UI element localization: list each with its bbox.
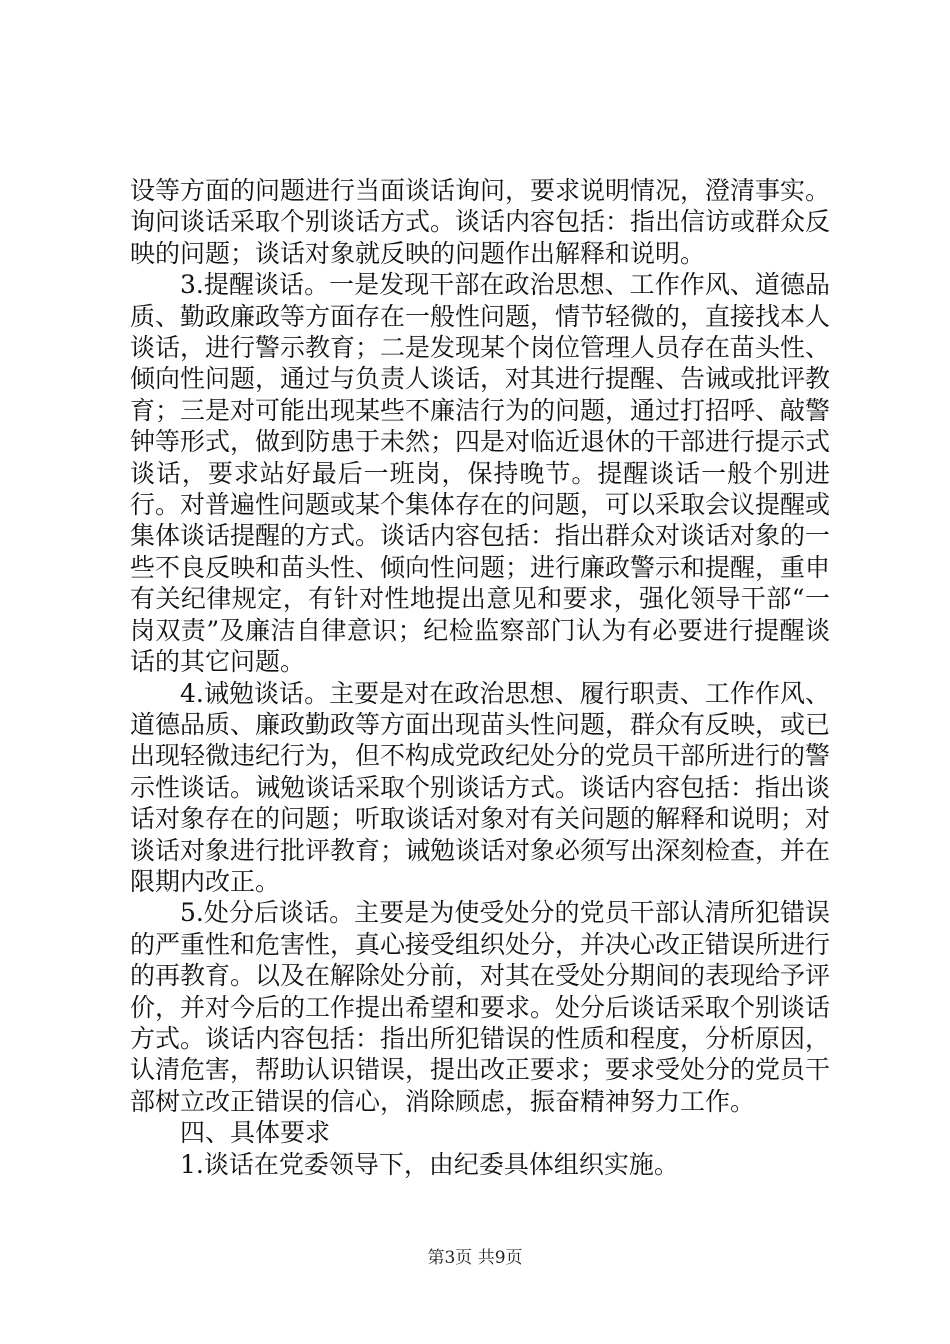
page-footer: 第3页 共9页 <box>427 1248 523 1268</box>
paragraph-requirement-1: 1.谈话在党委领导下，由纪委具体组织实施。 <box>180 1149 679 1179</box>
paragraph-reminder-talk: 3.提醒谈话。一是发现干部在政治思想、工作作风、道德品质、勤政廉政等方面存在一般性问题，情节轻微的，直接找本人谈话，进行警示教育；二是发现某个岗位管理人员存在苗头性、倾向性问题，通过与负责人谈话，对其进行提醒、告诫或批评教育；三是对可能出现某些不廉洁行为的问题，通过打招呼、敲警钟等形式，做到防患于未然；四是对临近退休的干部进行提示式谈话，要求站好最后一班岗，保持晚节。提醒谈话一般个别进行。对普遍性问题或某个集体存在的问题，可以采取会议提醒或集体谈话提醒的方式。谈话内容包括：指出群众对谈话对象的一些不良反映和苗头性、倾向性问题；进行廉政警示和提醒，重申有关纪律规定，有针对性地提出意见和要求，强化领导干部“一岗双责”及廉洁自律意识；纪检监察部门认为有必要进行提醒谈话的其它问题。 <box>130 270 831 677</box>
document-body <box>130 175 830 1180</box>
paragraph-inquiry-continuation: 设等方面的问题进行当面谈话询问，要求说明情况，澄清事实。询问谈话采取个别谈话方式。谈话内容包括：指出信访或群众反映的问题；谈话对象就反映的问题作出解释和说明。 <box>130 176 831 268</box>
paragraph-admonition-talk: 4.诫勉谈话。主要是对在政治思想、履行职责、工作作风、道德品质、廉政勤政等方面出现苗头性问题，群众有反映，或已出现轻微违纪行为，但不构成党政纪处分的党员干部所进行的警示性谈话。诫勉谈话采取个别谈话方式。谈话内容包括：指出谈话对象存在的问题；听取谈话对象对有关问题的解释和说明；对谈话对象进行批评教育；诫勉谈话对象必须写出深刻检查，并在限期内改正。 <box>130 678 831 896</box>
paragraph-post-discipline-talk: 5.处分后谈话。主要是为使受处分的党员干部认清所犯错误的严重性和危害性，真心接受组织处分，并决心改正错误所进行的再教育。以及在解除处分前，对其在受处分期间的表现给予评价，并对今后的工作提出希望和要求。处分后谈话采取个别谈话方式。谈话内容包括：指出所犯错误的性质和程度，分析原因，认清危害，帮助认识错误，提出改正要求；要求受处分的党员干部树立改正错误的信心，消除顾虑，振奋精神努力工作。 <box>130 898 831 1116</box>
section-heading-requirements: 四、具体要求 <box>180 1118 331 1148</box>
